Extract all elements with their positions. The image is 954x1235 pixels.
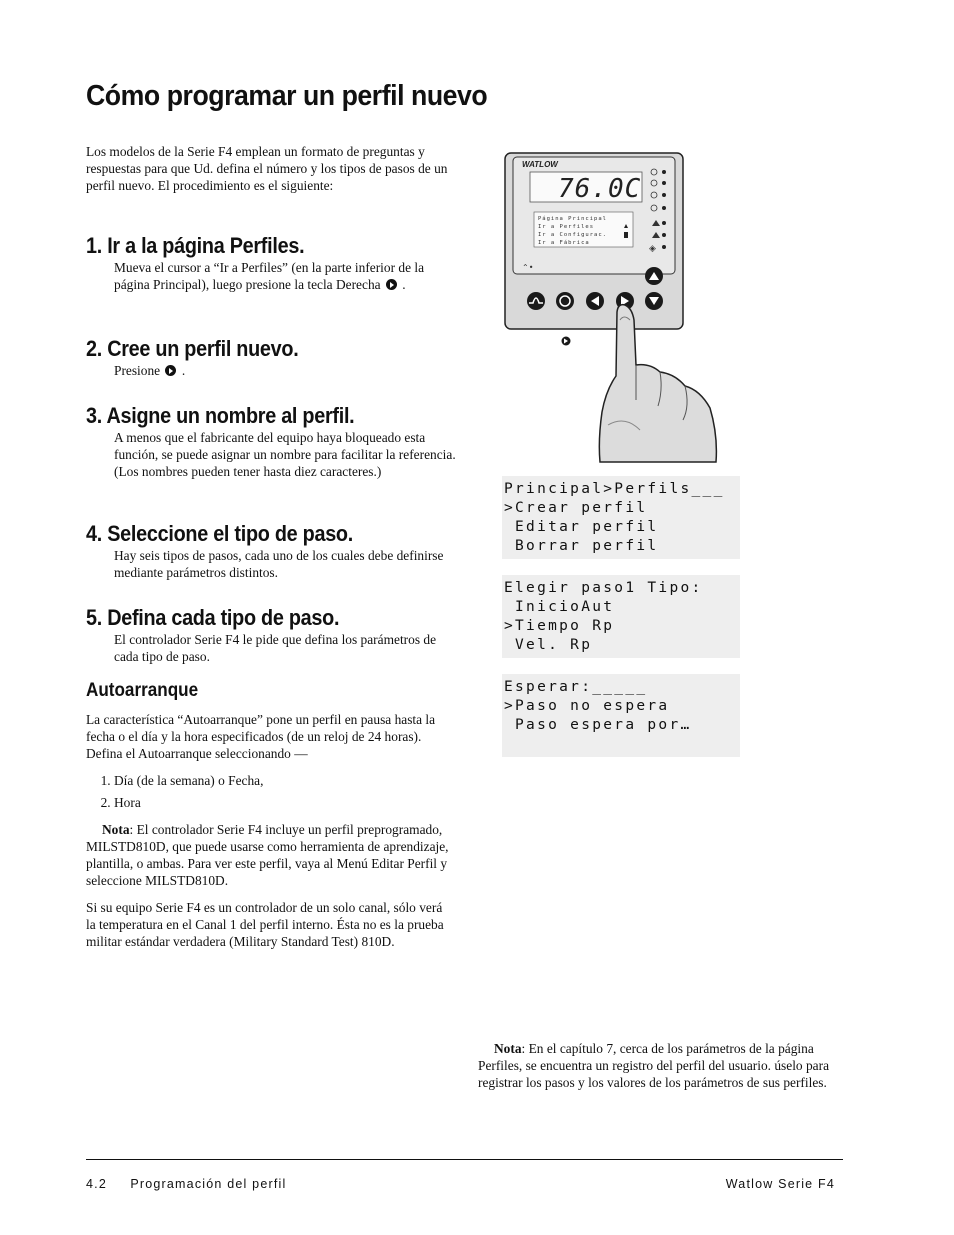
alarm-icon: ◈ bbox=[649, 244, 656, 254]
chapter-7-note: Nota: En el capítulo 7, cerca de los parámetros de la página Perfiles, se encuentra un registro del perfil del usuario. úselo para registrar los pasos y los valores de los parámetros de sus perfiles. bbox=[478, 1041, 830, 1090]
page-title: Cómo programar un perfil nuevo bbox=[86, 80, 488, 112]
step-heading: 2. Cree un perfil nuevo. bbox=[86, 336, 299, 361]
temperature-readout: 76.0C bbox=[558, 174, 642, 204]
footer-product: Watlow Serie F4 bbox=[725, 1177, 835, 1191]
screen-line: Esperar:_____ bbox=[504, 679, 648, 695]
controller-svg bbox=[500, 150, 740, 470]
step-heading: 5. Defina cada tipo de paso. bbox=[86, 605, 340, 630]
screen-line: Paso espera por… bbox=[504, 717, 692, 733]
profile-key-icon bbox=[527, 292, 545, 310]
right-key-icon bbox=[165, 365, 176, 376]
autoarranque-section bbox=[86, 711, 451, 960]
hold-key-icon bbox=[556, 292, 574, 310]
menu-item: Ir a Configurac. bbox=[538, 232, 607, 238]
menu-item: Ir a Perfiles bbox=[538, 224, 595, 230]
footer-section: 4.2 Programación del perfil bbox=[86, 1177, 287, 1191]
step-description: Hay seis tipos de pasos, cada uno de los cuales debe definirse mediante parámetros distintos. bbox=[114, 548, 444, 580]
list-item: 1. Día (de la semana) o Fecha, bbox=[114, 772, 451, 789]
screen-line: InicioAut bbox=[504, 599, 615, 615]
step-description: Mueva el cursor a “Ir a Perfiles” (en la parte inferior de la página Principal), luego presione la tecla Derecha . bbox=[114, 260, 425, 292]
screen-line: Vel. Rp bbox=[504, 637, 593, 653]
screen-line: Borrar perfil bbox=[504, 538, 659, 554]
autoarranque-text: La característica “Autoarranque” pone un perfil en pausa hasta la fecha o el día y la hora especificados (de un reloj de 24 horas). Defina el Autoarranque seleccionando — bbox=[86, 712, 436, 761]
lcd-screen-perfiles bbox=[502, 476, 740, 559]
step-4 bbox=[86, 521, 456, 581]
screen-line: >Tiempo Rp bbox=[504, 618, 615, 634]
controller-illustration bbox=[500, 150, 740, 475]
step-description: A menos que el fabricante del equipo haya bloqueado esta función, se puede asignar un nombre para facilitar la referencia. (Los nombres pueden tener hasta diez caracteres.) bbox=[114, 430, 456, 479]
screen-line: >Crear perfil bbox=[504, 500, 648, 516]
intro-paragraph: Los modelos de la Serie F4 emplean un formato de preguntas y respuestas para que Ud. defina el número y los tipos de pasos de un perfil nuevo. El procedimiento es el siguiente: bbox=[86, 144, 448, 193]
screen-line: Editar perfil bbox=[504, 519, 659, 535]
lcd-screen-esperar bbox=[502, 674, 740, 757]
step-3 bbox=[86, 403, 456, 480]
brand-logo: WATLOW bbox=[522, 160, 558, 169]
step-heading: 4. Seleccione el tipo de paso. bbox=[86, 521, 354, 546]
screen-line: >Paso no espera bbox=[504, 698, 670, 714]
autoarranque-list bbox=[86, 772, 451, 811]
step-2 bbox=[86, 336, 456, 379]
step-description: El controlador Serie F4 le pide que defina los parámetros de cada tipo de paso. bbox=[114, 632, 437, 664]
step-heading: 3. Asigne un nombre al perfil. bbox=[86, 403, 355, 428]
screen-line: Principal>Perfils___ bbox=[504, 481, 725, 497]
step-description: Presione . bbox=[114, 363, 186, 378]
list-item: 2. Hora bbox=[114, 794, 451, 811]
right-key-icon bbox=[386, 279, 397, 290]
scroll-bar-icon bbox=[624, 232, 628, 238]
lcd-screen-tipo-paso bbox=[502, 575, 740, 658]
step-5 bbox=[86, 605, 456, 665]
note-paragraph: Nota: El controlador Serie F4 incluye un perfil preprogramado, MILSTD810D, que puede usarse como herramienta de aprendizaje, plantilla, o ambas. Para ver este perfil, vaya al Menú Editar Perfil y seleccione MILSTD810D. bbox=[86, 822, 449, 888]
screen-line: Elegir paso1 Tipo: bbox=[504, 580, 703, 596]
step-heading: 1. Ir a la página Perfiles. bbox=[86, 233, 305, 258]
infosense-icon: ⌃• bbox=[522, 263, 534, 272]
menu-item: Página Principal bbox=[538, 216, 607, 222]
menu-item: Ir a Fábrica bbox=[538, 240, 590, 246]
autoarranque-heading: Autoarranque bbox=[86, 680, 199, 701]
single-channel-paragraph: Si su equipo Serie F4 es un controlador de un solo canal, sólo verá la temperatura en el Canal 1 del perfil interno. Ésta no es la prueba militar estándar verdadera (Military Standard Test) 810D. bbox=[86, 900, 444, 949]
footer-rule bbox=[86, 1159, 843, 1160]
step-1 bbox=[86, 233, 456, 293]
